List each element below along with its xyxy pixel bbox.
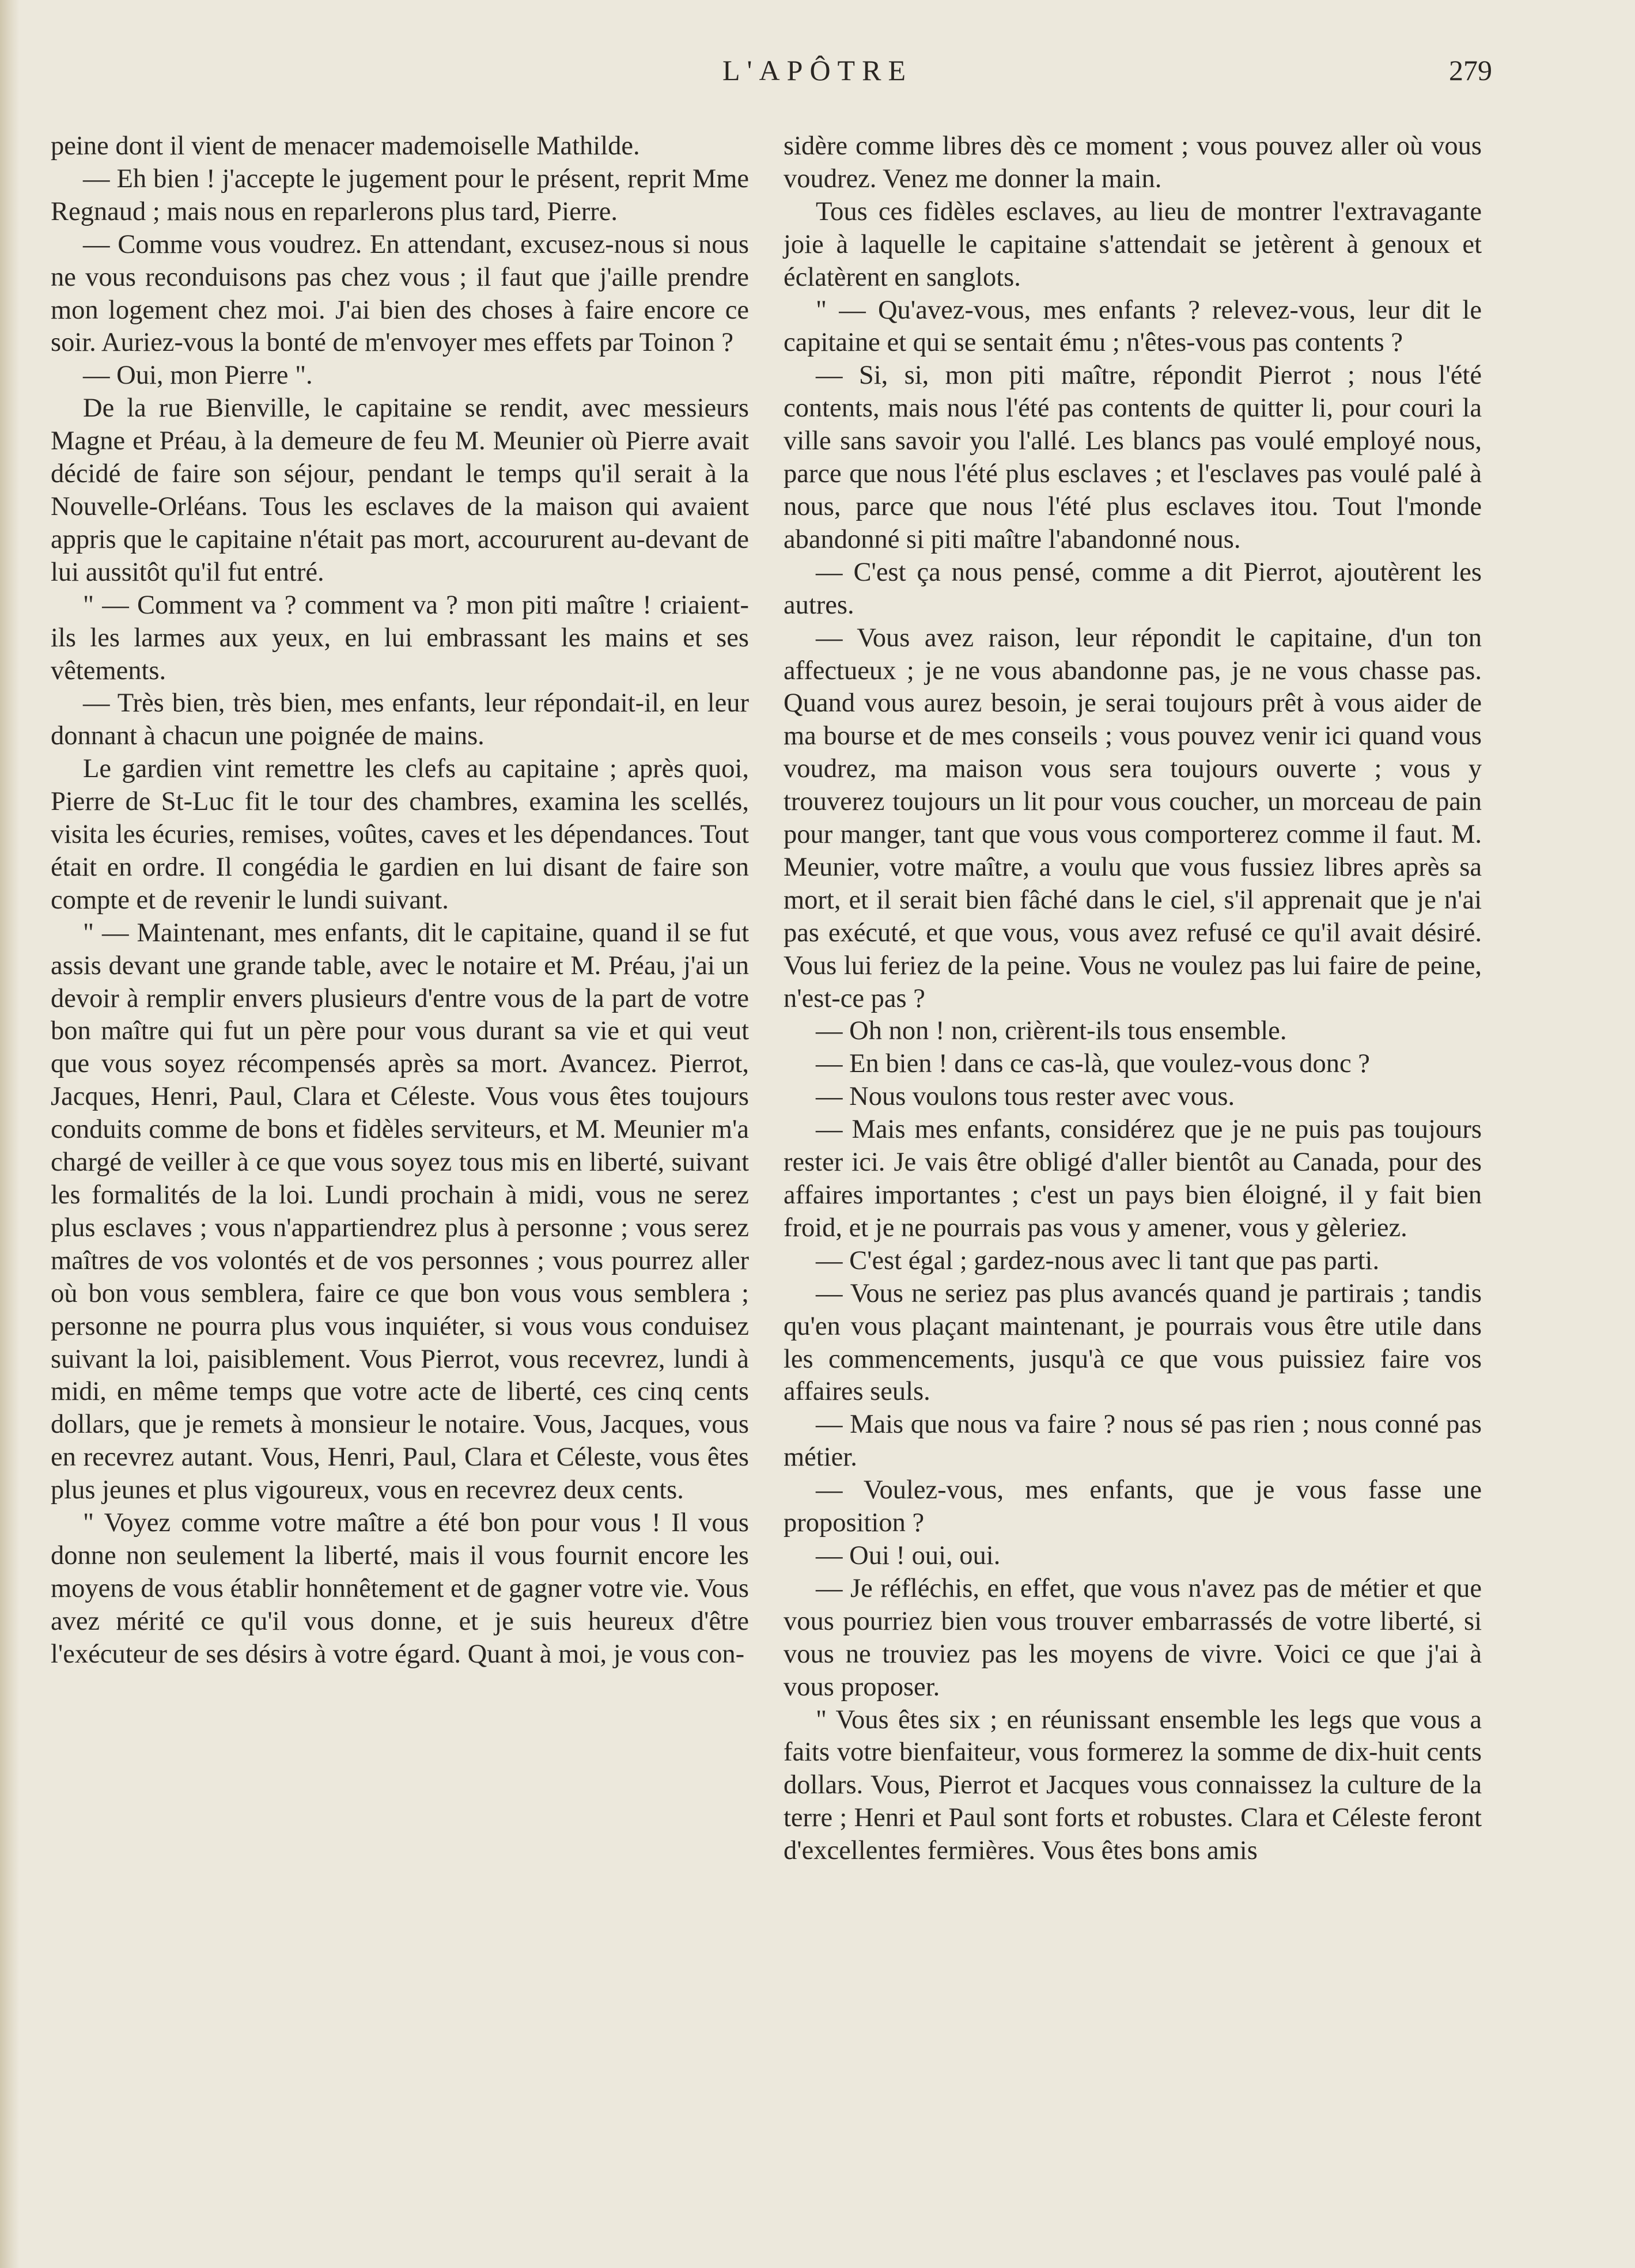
paragraph: " — Qu'avez-vous, mes enfants ? relevez-vous, leur dit le capitaine et qui se sentait ému ; n'êtes-vous pas contents ? xyxy=(784,295,1482,358)
paragraph: — Oh non ! non, crièrent-ils tous ensemble. xyxy=(816,1016,1287,1046)
paragraph: — Mais mes enfants, considérez que je ne puis pas toujours rester ici. Je vais être obligé d'aller bientôt au Canada, pour des affaires importantes ; c'est un pays bien éloigné, il y fait bien froid, et je ne pourrais pas vous y amener, vous y gèleriez. xyxy=(784,1115,1482,1243)
paragraph: " Voyez comme votre maître a été bon pour vous ! Il vous donne non seulement la liberté, mais il vous fournit encore les moyens de vous établir honnêtement et de gagner votre vie. Vous avez mérité ce qu'il vous donne, et je suis heureux d'être l'exécuteur de ses désirs à votre égard. Quant à moi, je vous con- xyxy=(51,1508,749,1669)
paragraph: — Comme vous voudrez. En attendant, excusez-nous si nous ne vous reconduisons pas chez vous ; il faut que j'aille prendre mon logement chez moi. J'ai bien des choses à faire encore ce soir. Auriez-vous la bonté de m'envoyer mes effets par Toinon ? xyxy=(51,229,749,358)
paragraph: — Vous avez raison, leur répondit le capitaine, d'un ton affectueux ; je ne vous abandonne pas, je ne vous chasse pas. Quand vous aurez besoin, je serai toujours prêt à vous aider de ma bourse et de mes conseils ; vous pouvez venir ici quand vous voudrez, ma maison vous sera toujours ouverte ; vous y trouverez toujours un lit pour vous coucher, un morceau de pain pour manger, tant que vous vous comporterez comme il faut. M. Meunier, votre maître, a voulu que vous fussiez libres après sa mort, et il serait bien fâché dans le ciel, s'il apprenait que je n'ai pas exécuté, et que vous, vous avez refusé ce qu'il avait désiré. Vous lui feriez de la peine. Vous ne voulez pas lui faire de peine, n'est-ce pas ? xyxy=(784,623,1482,1013)
paragraph: " Vous êtes six ; en réunissant ensemble les legs que vous a faits votre bienfaiteur, vous formerez la somme de dix-huit cents dollars. Vous, Pierrot et Jacques vous connaissez la culture de la terre ; Henri et Paul sont forts et robustes. Clara et Céleste feront d'excellentes fermières. Vous êtes bons amis xyxy=(784,1705,1482,1866)
paragraph: — Voulez-vous, mes enfants, que je vous fasse une proposition ? xyxy=(784,1475,1482,1538)
page-edge-shadow xyxy=(0,0,20,2268)
paragraph: sidère comme libres dès ce moment ; vous pouvez aller où vous voudrez. Venez me donner la main. xyxy=(784,131,1482,194)
paragraph: — Très bien, très bien, mes enfants, leur répondait-il, en leur donnant à chacun une poignée de mains. xyxy=(51,688,749,751)
paragraph: — Nous voulons tous rester avec vous. xyxy=(816,1082,1235,1112)
paragraph: — Eh bien ! j'accepte le jugement pour le présent, reprit Mme Regnaud ; mais nous en reparlerons plus tard, Pierre. xyxy=(51,164,749,226)
paragraph: Le gardien vint remettre les clefs au capitaine ; après quoi, Pierre de St-Luc fit le tour des chambres, examina les scellés, visita les écuries, remises, voûtes, caves et les dépendances. Tout était en ordre. Il congédia le gardien en lui disant de faire son compte et de revenir le lundi suivant. xyxy=(51,754,749,915)
paragraph: peine dont il vient de menacer mademoiselle Mathilde. xyxy=(51,131,640,161)
left-text-column xyxy=(51,130,749,1671)
paragraph: — Si, si, mon piti maître, répondit Pierrot ; nous l'été contents, mais nous l'été pas contents de quitter li, pour couri la ville sans savoir you l'allé. Les blancs pas voulé employé nous, parce que nous l'été plus esclaves ; et l'esclaves pas voulé palé à nous, parce que nous l'été plus esclaves itou. Tout l'monde abandonné si piti maître l'abandonné nous. xyxy=(784,361,1482,554)
paragraph: — Vous ne seriez pas plus avancés quand je partirais ; tandis qu'en vous plaçant maintenant, je pourrais vous être utile dans les commencements, jusqu'à ce que vous puissiez faire vos affaires seuls. xyxy=(784,1278,1482,1407)
running-header xyxy=(0,53,1635,88)
right-text-column xyxy=(784,130,1482,1868)
paragraph: — C'est ça nous pensé, comme a dit Pierrot, ajoutèrent les autres. xyxy=(784,557,1482,620)
paragraph: — Je réfléchis, en effet, que vous n'avez pas de métier et que vous pourriez bien vous trouver embarrassés de votre liberté, si vous ne trouviez pas les moyens de vivre. Voici ce que j'ai à vous proposer. xyxy=(784,1573,1482,1702)
paragraph: " — Comment va ? comment va ? mon piti maître ! criaient-ils les larmes aux yeux, en lui embrassant les mains et ses vêtements. xyxy=(51,590,749,686)
paragraph: " — Maintenant, mes enfants, dit le capitaine, quand il se fut assis devant une grande table, avec le notaire et M. Préau, j'ai un devoir à remplir envers plusieurs d'entre vous de la part de votre bon maître qui fut un père pour vous durant sa vie et qui veut que vous soyez récompensés après sa mort. Avancez. Pierrot, Jacques, Henri, Paul, Clara et Céleste. Vous vous êtes toujours conduits comme de bons et fidèles serviteurs, et M. Meunier m'a chargé de veiller à ce que vous soyez tous mis en liberté, suivant les formalités de la loi. Lundi prochain à midi, vous ne serez plus esclaves ; vous n'appartiendrez plus à personne ; vous serez maîtres de vos volontés et de vos personnes ; vous pourrez aller où bon vous semblera, faire ce que bon vous vous semblera ; personne ne pourra plus vous inquiéter, si vous vous conduisez suivant la loi, paisiblement. Vous Pierrot, vous recevrez, lundi à midi, en même temps que votre acte de liberté, ces cinq cents dollars, que je remets à monsieur le notaire. Vous, Jacques, vous en recevrez autant. Vous, Henri, Paul, Clara et Céleste, vous êtes plus jeunes et plus vigoureux, vous en recevrez deux cents. xyxy=(51,918,749,1505)
paragraph: Tous ces fidèles esclaves, au lieu de montrer l'extravagante joie à laquelle le capitaine s'attendait se jetèrent à genoux et éclatèrent en sanglots. xyxy=(784,196,1482,292)
paragraph: — En bien ! dans ce cas-là, que voulez-vous donc ? xyxy=(816,1049,1370,1079)
paragraph: — C'est égal ; gardez-nous avec li tant que pas parti. xyxy=(816,1245,1380,1275)
paragraph: De la rue Bienville, le capitaine se rendit, avec messieurs Magne et Préau, à la demeure de feu M. Meunier où Pierre avait décidé de faire son séjour, pendant le temps qu'il serait à la Nouvelle-Orléans. Tous les esclaves de la maison qui avaient appris que le capitaine n'était pas mort, accoururent au-devant de lui aussitôt qu'il fut entré. xyxy=(51,393,749,587)
paragraph: — Oui ! oui, oui. xyxy=(816,1540,1001,1570)
page-number: 279 xyxy=(1449,54,1492,86)
paragraph: — Mais que nous va faire ? nous sé pas rien ; nous conné pas métier. xyxy=(784,1410,1482,1472)
running-title: L'APÔTRE xyxy=(722,54,913,86)
paragraph: — Oui, mon Pierre ". xyxy=(83,361,313,391)
